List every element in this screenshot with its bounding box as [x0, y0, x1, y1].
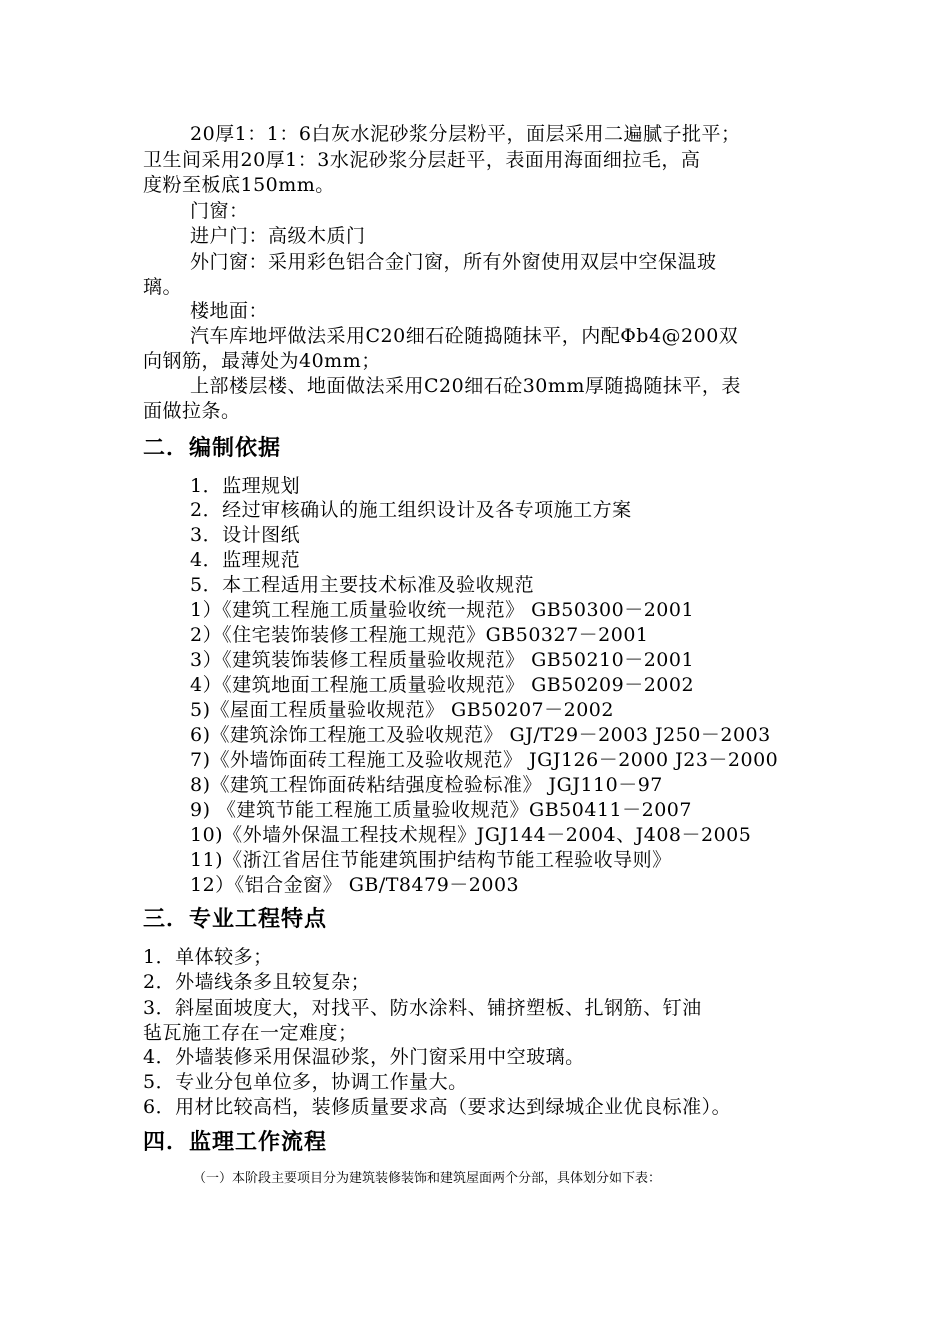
standard-item: 11)《浙江省居住节能建筑围护结构节能工程验收导则》 [190, 849, 672, 871]
intro-line: 上部楼层楼、地面做法采用C20细石砼30mm厚随捣随抹平，表 [190, 375, 741, 397]
intro-line: 璃。 [143, 276, 183, 298]
intro-line: 度粉至板底150mm。 [143, 174, 335, 196]
standard-item: 2）《住宅装饰装修工程施工规范》GB50327－2001 [190, 624, 649, 646]
standard-item: 4）《建筑地面工程施工质量验收规范》 GB50209－2002 [190, 674, 695, 696]
feature-line: 3．斜屋面坡度大，对找平、防水涂料、铺挤塑板、扎钢筋、钉油 [143, 997, 702, 1019]
feature-line: 5．专业分包单位多，协调工作量大。 [143, 1071, 468, 1093]
section-heading-features: 三．专业工程特点 [143, 907, 328, 932]
basis-item: 5．本工程适用主要技术标准及验收规范 [190, 574, 535, 596]
feature-line: 4．外墙装修采用保温砂浆，外门窗采用中空玻璃。 [143, 1046, 585, 1068]
intro-line: 卫生间采用20厚1：3水泥砂浆分层赶平，表面用海面细拉毛，高 [143, 149, 701, 171]
standard-item: 6)《建筑涂饰工程施工及验收规范》 GJ/T29－2003 J250－2003 [190, 724, 771, 746]
workflow-note: （一）本阶段主要项目分为建筑装修装饰和建筑屋面两个分部，具体划分如下表： [193, 1171, 662, 1186]
basis-item: 3．设计图纸 [190, 524, 301, 546]
feature-line: 毡瓦施工存在一定难度； [143, 1022, 358, 1044]
standard-item: 1）《建筑工程施工质量验收统一规范》 GB50300－2001 [190, 599, 695, 621]
intro-line: 外门窗：采用彩色铝合金门窗，所有外窗使用双层中空保温玻 [190, 251, 717, 273]
intro-line: 汽车库地坪做法采用C20细石砼随捣随抹平，内配Φb4@200双 [190, 325, 739, 347]
standard-item: 3）《建筑装饰装修工程质量验收规范》 GB50210－2001 [190, 649, 695, 671]
intro-line: 20厚1：1：6白灰水泥砂浆分层粉平，面层采用二遍腻子批平； [190, 123, 741, 145]
standard-item: 10)《外墙外保温工程技术规程》JGJ144－2004、J408－2005 [190, 824, 752, 846]
intro-line: 向钢筋，最薄处为40mm； [143, 350, 381, 372]
feature-line: 1．单体较多； [143, 946, 273, 968]
standard-item: 9) 《建筑节能工程施工质量验收规范》GB50411－2007 [190, 799, 692, 821]
section-heading-workflow: 四．监理工作流程 [143, 1130, 328, 1155]
intro-line: 门窗： [190, 200, 249, 222]
intro-line: 进户门：高级木质门 [190, 225, 366, 247]
basis-item: 4．监理规范 [190, 549, 301, 571]
standard-item: 8)《建筑工程饰面砖粘结强度检验标准》 JGJ110－97 [190, 774, 663, 796]
intro-line: 面做拉条。 [143, 400, 241, 422]
standard-item: 7)《外墙饰面砖工程施工及验收规范》 JGJ126－2000 J23－2000 [190, 749, 779, 771]
feature-line: 2．外墙线条多且较复杂； [143, 971, 371, 993]
basis-item: 1．监理规划 [190, 475, 301, 497]
standard-item: 12）《铝合金窗》 GB/T8479－2003 [190, 874, 520, 896]
section-heading-basis: 二．编制依据 [143, 436, 282, 461]
feature-line: 6．用材比较高档，装修质量要求高（要求达到绿城企业优良标准）。 [143, 1096, 732, 1118]
intro-line: 楼地面： [190, 300, 269, 322]
standard-item: 5)《屋面工程质量验收规范》 GB50207－2002 [190, 699, 614, 721]
basis-item: 2．经过审核确认的施工组织设计及各专项施工方案 [190, 499, 632, 521]
